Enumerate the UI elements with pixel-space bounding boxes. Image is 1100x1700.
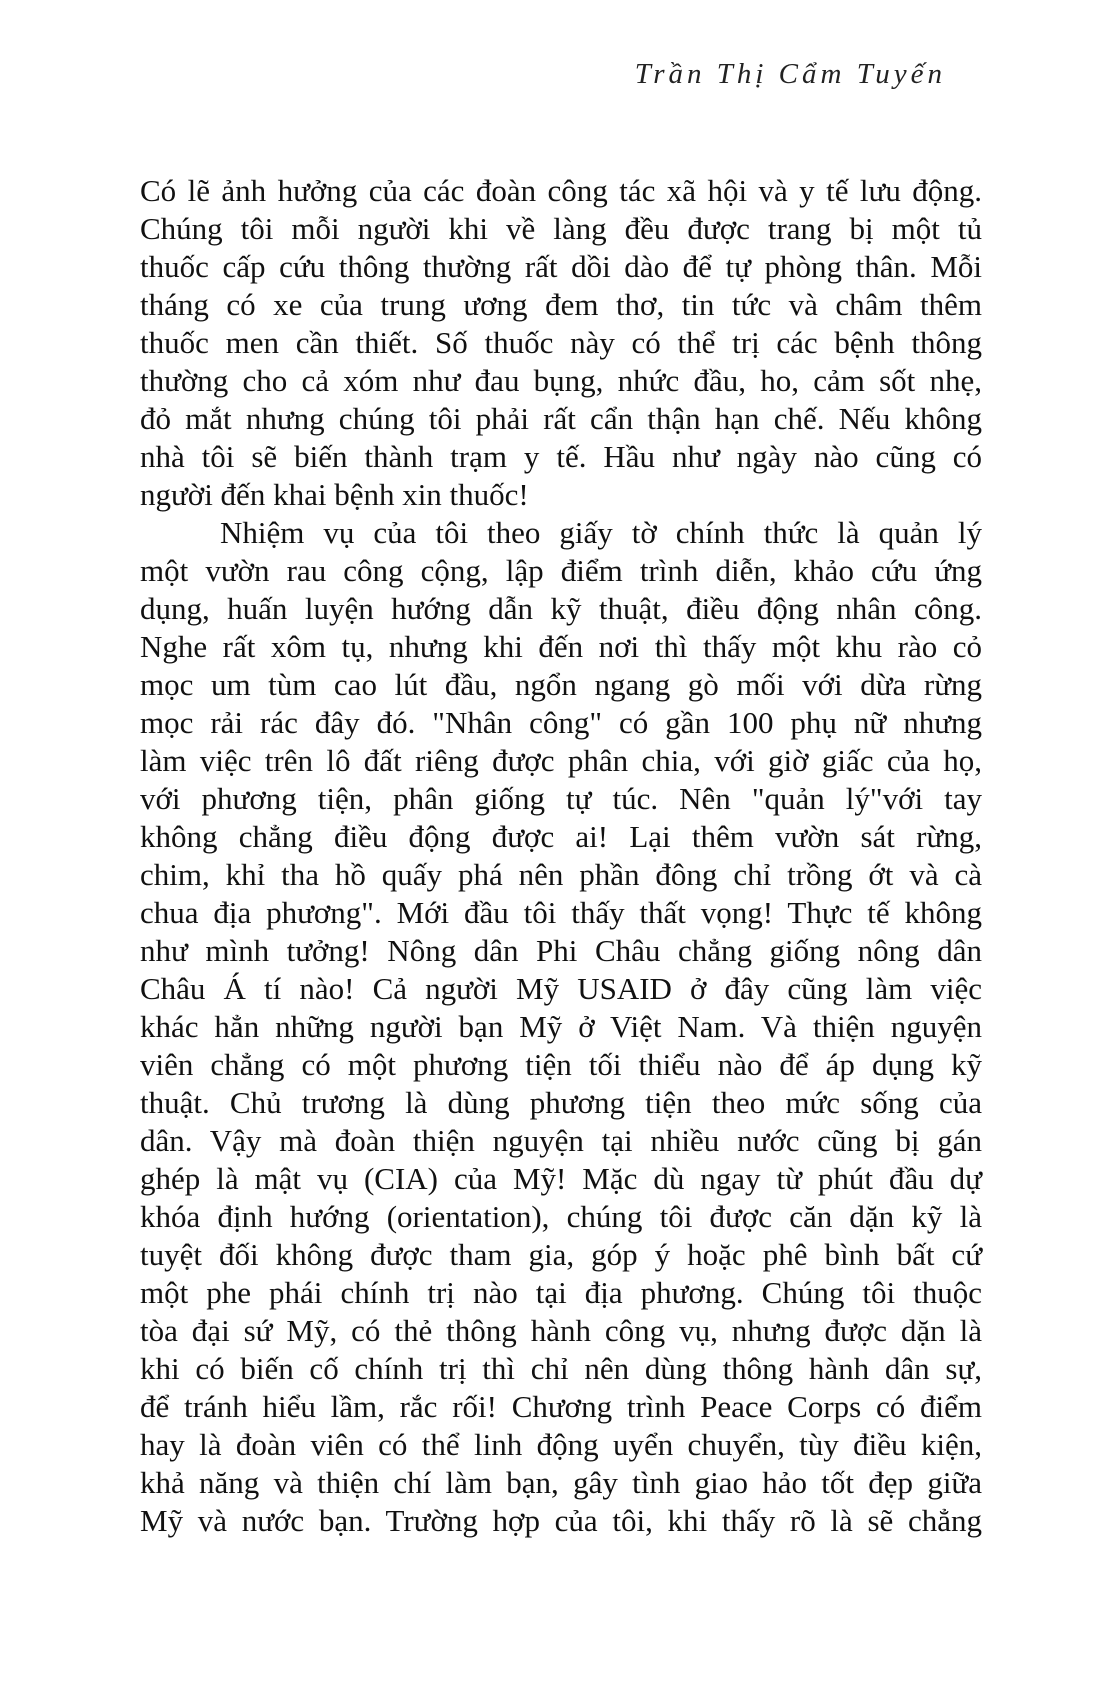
text-line: tháng có xe của trung ương đem thơ, tin tức và châm thêm bbox=[140, 287, 982, 322]
text-line: một phe phái chính trị nào tại địa phương. Chúng tôi thuộc bbox=[140, 1275, 982, 1310]
text-line: ghép là mật vụ (CIA) của Mỹ! Mặc dù ngay từ phút đầu dự bbox=[140, 1161, 982, 1196]
text-line: mọc um tùm cao lút đầu, ngổn ngang gò mối với dừa rừng bbox=[140, 667, 982, 702]
text-line: như mình tưởng! Nông dân Phi Châu chẳng giống nông dân bbox=[140, 933, 982, 968]
text-line: để tránh hiểu lầm, rắc rối! Chương trình Peace Corps có điểm bbox=[140, 1389, 982, 1424]
text-line: làm việc trên lô đất riêng được phân chia, với giờ giấc của họ, bbox=[140, 743, 982, 778]
text-line: Châu Á tí nào! Cả người Mỹ USAID ở đây cũng làm việc bbox=[140, 971, 982, 1006]
text-line: thuật. Chủ trương là dùng phương tiện theo mức sống của bbox=[140, 1085, 982, 1120]
text-line: Nghe rất xôm tụ, nhưng khi đến nơi thì thấy một khu rào cỏ bbox=[140, 629, 982, 664]
paragraph-end-line: người đến khai bệnh xin thuốc! bbox=[140, 477, 529, 512]
body-text bbox=[140, 172, 982, 1540]
text-line: với phương tiện, phân giống tự túc. Nên "quản lý"với tay bbox=[140, 781, 982, 816]
text-line: tuyệt đối không được tham gia, góp ý hoặc phê bình bất cứ bbox=[140, 1237, 982, 1272]
text-line: khi có biến cố chính trị thì chỉ nên dùng thông hành dân sự, bbox=[140, 1351, 982, 1386]
text-line: dân. Vậy mà đoàn thiện nguyện tại nhiều nước cũng bị gán bbox=[140, 1123, 982, 1158]
text-line: đỏ mắt nhưng chúng tôi phải rất cẩn thận hạn chế. Nếu không bbox=[140, 401, 982, 436]
text-line: chua địa phương". Mới đầu tôi thấy thất vọng! Thực tế không bbox=[140, 895, 982, 930]
text-line: khóa định hướng (orientation), chúng tôi được căn dặn kỹ là bbox=[140, 1199, 982, 1234]
text-line: một vườn rau công cộng, lập điểm trình diễn, khảo cứu ứng bbox=[140, 553, 982, 588]
text-line: thuốc men cần thiết. Số thuốc này có thể trị các bệnh thông bbox=[140, 325, 982, 360]
text-line: thuốc cấp cứu thông thường rất dồi dào để tự phòng thân. Mỗi bbox=[140, 249, 982, 284]
paragraph-start-line: Nhiệm vụ của tôi theo giấy tờ chính thức là quản lý bbox=[220, 515, 982, 550]
running-header-author: Trần Thị Cẩm Tuyến bbox=[634, 58, 946, 90]
text-line: nhà tôi sẽ biến thành trạm y tế. Hầu như ngày nào cũng có bbox=[140, 439, 982, 474]
text-line: mọc rải rác đây đó. "Nhân công" có gần 100 phụ nữ nhưng bbox=[140, 705, 982, 740]
text-line: viên chẳng có một phương tiện tối thiểu nào để áp dụng kỹ bbox=[140, 1047, 982, 1082]
text-line: không chẳng điều động được ai! Lại thêm vườn sát rừng, bbox=[140, 819, 982, 854]
text-line: Có lẽ ảnh hưởng của các đoàn công tác xã hội và y tế lưu động. bbox=[140, 173, 982, 208]
text-line: chim, khỉ tha hồ quấy phá nên phần đông chỉ trồng ớt và cà bbox=[140, 857, 982, 892]
text-line: tòa đại sứ Mỹ, có thẻ thông hành công vụ, nhưng được dặn là bbox=[140, 1313, 982, 1348]
text-line: hay là đoàn viên có thể linh động uyển chuyển, tùy điều kiện, bbox=[140, 1427, 982, 1462]
text-line: khác hẳn những người bạn Mỹ ở Việt Nam. Và thiện nguyện bbox=[140, 1009, 982, 1044]
text-line: khả năng và thiện chí làm bạn, gây tình giao hảo tốt đẹp giữa bbox=[140, 1465, 982, 1500]
text-line: dụng, huấn luyện hướng dẫn kỹ thuật, điều động nhân công. bbox=[140, 591, 982, 626]
text-line: thường cho cả xóm như đau bụng, nhức đầu, ho, cảm sốt nhẹ, bbox=[140, 363, 982, 398]
text-line: Chúng tôi mỗi người khi về làng đều được trang bị một tủ bbox=[140, 211, 982, 246]
text-line: Mỹ và nước bạn. Trường hợp của tôi, khi thấy rõ là sẽ chẳng bbox=[140, 1503, 982, 1538]
